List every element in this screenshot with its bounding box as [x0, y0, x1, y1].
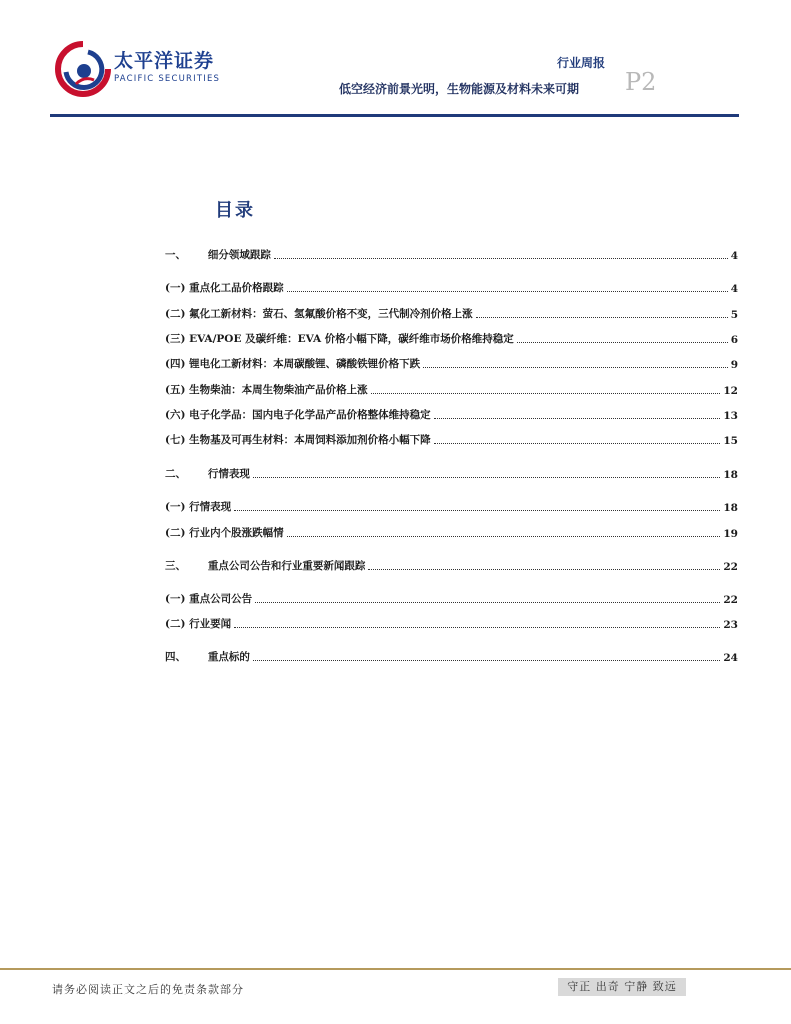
toc-entry[interactable]	[165, 498, 738, 514]
footer-disclaimer: 请务必阅读正文之后的免责条款部分	[52, 983, 244, 996]
toc-entry-label: (一) 行情表现	[165, 501, 232, 513]
toc-entry-page: 18	[723, 469, 738, 481]
toc-leader-dots	[287, 536, 721, 537]
toc-entry-label: (六) 电子化学品：国内电子化学品产品价格整体维持稳定	[165, 409, 431, 421]
toc-leader-dots	[253, 660, 720, 661]
toc-entry[interactable]	[165, 355, 738, 371]
toc-entry[interactable]	[165, 246, 738, 262]
toc-leader-dots	[253, 477, 720, 478]
toc-leader-dots	[476, 317, 728, 318]
footer-divider	[0, 968, 791, 970]
toc-entry[interactable]	[165, 406, 738, 422]
toc-leader-dots	[368, 569, 720, 570]
logo-english-name: PACIFIC SECURITIES	[114, 74, 221, 84]
toc-entry-label: (一) 重点化工品价格跟踪	[165, 282, 284, 294]
toc-entry[interactable]	[165, 305, 738, 321]
toc-entry-label: (二) 氟化工新材料：萤石、氢氟酸价格不变，三代制冷剂价格上涨	[165, 308, 473, 320]
toc-entry-page: 4	[730, 283, 738, 295]
toc-leader-dots	[234, 627, 720, 628]
toc-title: 目录	[215, 200, 255, 221]
toc-entry[interactable]	[165, 648, 738, 664]
toc-entry[interactable]	[165, 279, 738, 295]
toc-entry-page: 5	[730, 309, 738, 321]
toc-entry-label: 一、 细分领域跟踪	[165, 249, 271, 261]
toc-entry[interactable]	[165, 557, 738, 573]
toc-entry[interactable]	[165, 615, 738, 631]
toc-leader-dots	[287, 291, 728, 292]
toc-entry-page: 19	[723, 528, 738, 540]
toc-entry[interactable]	[165, 330, 738, 346]
footer-slogan: 守正 出奇 宁静 致远	[558, 978, 686, 996]
toc-entry-label: (二) 行业内个股涨跌幅情	[165, 527, 284, 539]
toc-leader-dots	[234, 510, 720, 511]
toc-leader-dots	[517, 342, 728, 343]
toc-entry-label: (二) 行业要闻	[165, 618, 232, 630]
page-number: 2	[641, 68, 657, 96]
toc-entry-page: 23	[723, 619, 738, 631]
toc-entry-page: 4	[730, 250, 738, 262]
report-title: 低空经济前景光明，生物能源及材料未来可期	[339, 82, 580, 96]
toc-entry-label: (一) 重点公司公告	[165, 593, 253, 605]
toc-entry-label: 三、 重点公司公告和行业重要新闻跟踪	[165, 560, 366, 572]
toc-entry-label: 四、 重点标的	[165, 651, 250, 663]
toc-leader-dots	[274, 258, 728, 259]
toc-entry[interactable]	[165, 524, 738, 540]
toc-entry-page: 24	[723, 652, 738, 664]
company-logo	[50, 40, 220, 100]
header-divider	[50, 114, 739, 117]
toc-entry[interactable]	[165, 381, 738, 397]
toc-entry-page: 22	[723, 561, 738, 573]
toc-entry-page: 15	[723, 435, 738, 447]
toc-leader-dots	[371, 393, 721, 394]
toc-entry-label: (四) 锂电化工新材料：本周碳酸锂、磷酸铁锂价格下跌	[165, 358, 421, 370]
toc-entry[interactable]	[165, 465, 738, 481]
toc-entry-label: (七) 生物基及可再生材料：本周饲料添加剂价格小幅下降	[165, 434, 431, 446]
logo-chinese-name: 太平洋证券	[114, 50, 215, 72]
toc-leader-dots	[423, 367, 728, 368]
toc-leader-dots	[255, 602, 720, 603]
toc-entry-page: 9	[730, 359, 738, 371]
toc-entry-label: (五) 生物柴油：本周生物柴油产品价格上涨	[165, 384, 368, 396]
toc-entry-label: 二、 行情表现	[165, 468, 250, 480]
page-marker	[625, 66, 656, 96]
pacific-logo-icon	[54, 40, 112, 98]
toc-entry[interactable]	[165, 431, 738, 447]
toc-entry-page: 6	[730, 334, 738, 346]
toc-leader-dots	[434, 443, 721, 444]
toc-leader-dots	[434, 418, 721, 419]
toc-entry[interactable]	[165, 590, 738, 606]
toc-entry-page: 12	[723, 385, 738, 397]
toc-entry-page: 18	[723, 502, 738, 514]
toc-entry-label: (三) EVA/POE 及碳纤维：EVA 价格小幅下降，碳纤维市场价格维持稳定	[165, 333, 514, 345]
page-letter: P	[625, 68, 642, 96]
toc-entry-page: 22	[723, 594, 738, 606]
toc-entry-page: 13	[723, 410, 738, 422]
report-type: 行业周报	[557, 56, 606, 70]
